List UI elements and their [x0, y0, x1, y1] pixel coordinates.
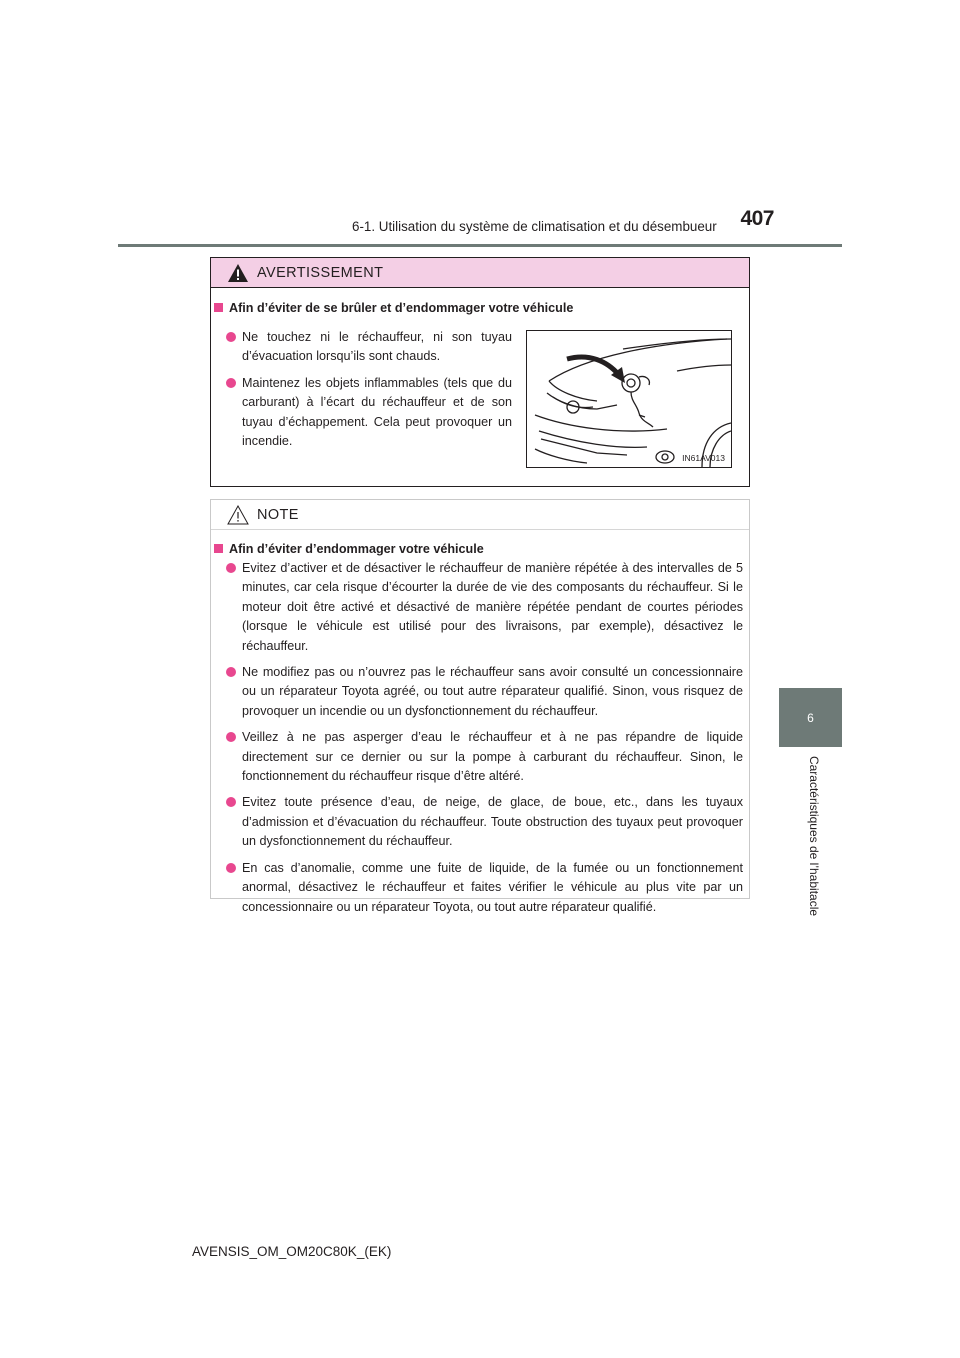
list-item: [226, 374, 512, 452]
note-label: NOTE: [257, 506, 299, 523]
bullet-dot-icon: [226, 378, 236, 388]
list-item-text: En cas d’anomalie, comme une fuite de liquide, de la fumée ou un fonctionnement anormal, désactivez le réchauffeur et faites vérifier le véhicule au plus vite par un concessionnaire ou un réparateur Toyota, ou tout autre réparateur qualifié.: [242, 860, 743, 914]
note-bullet-list: [226, 559, 743, 924]
car-front-illustration: [527, 331, 731, 467]
warning-section-title: [214, 301, 573, 315]
list-item-text: Maintenez les objets inflammables (tels que du carburant) à l’écart du réchauffeur et de son tuyau d’échappement. Cela peut provoquer un incendie.: [242, 375, 512, 449]
list-item: [226, 663, 743, 721]
bullet-dot-icon: [226, 332, 236, 342]
note-section-title-text: Afin d’éviter d’endommager votre véhicule: [229, 542, 484, 556]
list-item-text: Ne touchez ni le réchauffeur, ni son tuyau d’évacuation lorsqu’ils sont chauds.: [242, 330, 512, 364]
warning-section-title-text: Afin d’éviter de se brûler et d’endommager votre véhicule: [229, 301, 574, 315]
warning-header: [211, 258, 749, 288]
list-item: [226, 728, 743, 786]
page-number: 407: [740, 207, 774, 230]
warning-triangle-icon: [227, 263, 249, 283]
list-item: [226, 328, 512, 367]
section-square-icon: [214, 303, 223, 312]
warning-bullet-list: [226, 328, 512, 458]
list-item: [226, 559, 743, 656]
list-item-text: Evitez toute présence d’eau, de neige, de glace, de boue, etc., dans les tuyaux d’admission et d’évacuation du réchauffeur. Toute obstruction des tuyaux peut provoquer un dysfonctionnement du réchauffeur.: [242, 795, 743, 849]
bullet-dot-icon: [226, 667, 236, 677]
note-header: [211, 500, 749, 530]
chapter-tab-title: Caractéristiques de l’habitacle: [807, 755, 821, 917]
manual-code-footer: AVENSIS_OM_OM20C80K_(EK): [192, 1244, 392, 1259]
caution-triangle-outline-icon: [227, 505, 249, 525]
list-item: [226, 793, 743, 851]
illustration-code: IN61AV013: [682, 453, 725, 463]
heater-location-illustration: [526, 330, 732, 468]
list-item-text: Ne modifiez pas ou n’ouvrez pas le réchauffeur sans avoir consulté un concessionnaire ou un réparateur Toyota agréé, ou tout autre réparateur qualifié. Sinon, vous risquez de provoquer un incendie ou un dysfonctionnement du réchauffeur.: [242, 665, 743, 718]
bullet-dot-icon: [226, 863, 236, 873]
bullet-dot-icon: [226, 797, 236, 807]
bullet-dot-icon: [226, 732, 236, 742]
note-section-title: [214, 542, 484, 556]
bullet-dot-icon: [226, 563, 236, 573]
header-divider: [118, 244, 842, 247]
list-item: [226, 859, 743, 917]
chapter-tab-number: 6: [807, 710, 814, 725]
warning-label: AVERTISSEMENT: [257, 264, 384, 281]
chapter-section-title: 6-1. Utilisation du système de climatisation et du désembueur: [352, 219, 717, 234]
section-square-icon: [214, 544, 223, 553]
list-item-text: Evitez d’activer et de désactiver le réchauffeur de manière répétée à des intervalles de 5 minutes, car cela risque d’écourter la durée de vie des composants du réchauffeur. Si le moteur doit être activé et désactivé de manière répétée pendant de courtes périodes (lorsque le véhicule est utilisé pour des livraisons, par exemple), désactivez le réchauffeur.: [242, 561, 743, 653]
list-item-text: Veillez à ne pas asperger d’eau le réchauffeur et à ne pas répandre de liquide directement sur ce dernier ou sur la pompe à carburant du réchauffeur. Sinon, le fonctionnement du réchauffeur risque d’être altéré.: [242, 730, 743, 784]
